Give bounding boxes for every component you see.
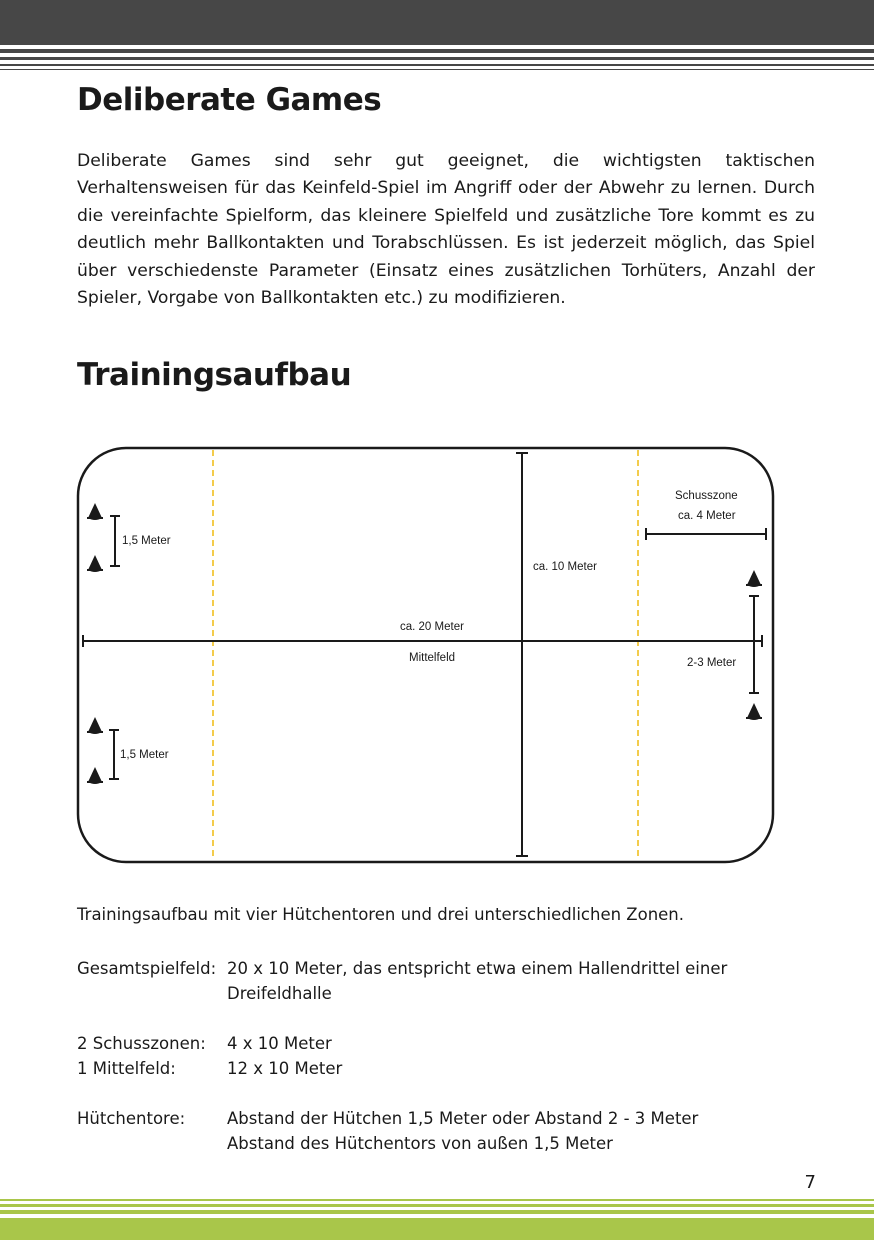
cone-icon	[746, 570, 762, 587]
spec-value: Abstand der Hütchen 1,5 Meter oder Abstand 2 - 3 Meter	[227, 1109, 699, 1128]
footer-stripe	[0, 1210, 874, 1214]
header-stripe	[0, 69, 874, 70]
page-number: 7	[804, 1172, 816, 1193]
spec-label: 2 Schusszonen:	[77, 1034, 206, 1053]
spec-value: 12 x 10 Meter	[227, 1059, 343, 1078]
spec-value: 20 x 10 Meter, das entspricht etwa einem Hallendrittel einer Dreifeldhalle	[227, 959, 728, 1003]
label-goal-gap: 2-3 Meter	[687, 657, 737, 669]
cone-icon	[746, 703, 762, 720]
spec-row-schusszonen	[77, 1031, 787, 1056]
label-shooting-zone-size: ca. 4 Meter	[678, 510, 736, 522]
spec-label	[77, 1131, 227, 1156]
label-length: ca. 20 Meter	[400, 621, 464, 633]
header-band	[0, 0, 874, 45]
diagram-caption: Trainingsaufbau mit vier Hütchentoren und drei unterschiedlichen Zonen.	[77, 905, 685, 924]
label-midfield: Mittelfeld	[409, 652, 456, 664]
label-cone-gap-top: 1,5 Meter	[122, 535, 171, 547]
spec-value: 4 x 10 Meter	[227, 1034, 332, 1053]
footer-band	[0, 1218, 874, 1240]
spec-row-gesamtspielfeld	[77, 956, 787, 1006]
cone-icon	[87, 717, 103, 734]
cone-icon	[87, 767, 103, 784]
spec-row-huetchentore	[77, 1106, 787, 1131]
header-stripe	[0, 64, 874, 66]
header-stripe	[0, 49, 874, 53]
header-stripe	[0, 57, 874, 60]
footer-stripe	[0, 1204, 874, 1207]
footer-stripe	[0, 1199, 874, 1201]
spec-label: Gesamtspielfeld:	[77, 959, 217, 978]
cone-icon	[87, 555, 103, 572]
cone-icon	[87, 503, 103, 520]
spec-label: Hütchentore:	[77, 1109, 186, 1128]
section-title-trainingsaufbau: Trainingsaufbau	[77, 357, 352, 393]
spec-row-mittelfeld	[77, 1056, 787, 1081]
label-shooting-zone: Schusszone	[675, 490, 738, 502]
training-field-diagram	[0, 440, 874, 870]
intro-paragraph: Deliberate Games sind sehr gut geeignet, die wichtigsten taktischen Verhaltensweisen für das Keinfeld-Spiel im Angriff oder der Abwehr zu lernen. Durch die vereinfachte Spielform, das kleinere Spielfeld und zusätzliche Tore kommt es zu deutlich mehr Ballkontakten und Torabschlüssen. Es ist jederzeit möglich, das Spiel über verschiedenste Parameter (Einsatz eines zusätzlichen Torhüters, Anzahl der Spieler, Vorgabe von Ballkontakten etc.) zu modifizieren.	[77, 151, 815, 309]
spec-label: 1 Mittelfeld:	[77, 1059, 176, 1078]
spec-row-huetchentore-2	[77, 1131, 787, 1156]
label-width: ca. 10 Meter	[533, 561, 597, 573]
section-title-deliberate-games: Deliberate Games	[77, 82, 382, 118]
spec-value: Abstand des Hütchentors von außen 1,5 Meter	[227, 1134, 613, 1153]
label-cone-gap-bottom: 1,5 Meter	[120, 749, 169, 761]
